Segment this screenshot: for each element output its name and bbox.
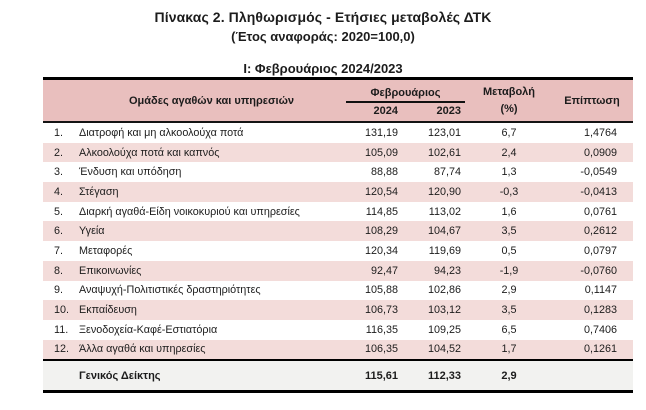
header-month-label: Φεβρουάριος (346, 87, 465, 103)
row-number-cell: 7. (54, 244, 64, 257)
row-change-value-cell: 3,5 (467, 300, 551, 320)
row-impact-value-cell: -0,0760 (551, 261, 633, 281)
row-2023-value-cell: 104,52 (404, 340, 467, 361)
row-2024-value-cell: 92,47 (344, 261, 404, 281)
table-row (43, 162, 633, 182)
row-number-cell: 5. (54, 205, 64, 218)
header-change-unit: (%) (500, 102, 518, 115)
footer-number-cell (43, 360, 79, 392)
table-row (43, 300, 633, 320)
cpi-table-header (43, 79, 633, 123)
row-number-cell: 6. (43, 221, 79, 241)
row-2023-value-cell: 104,67 (404, 221, 467, 241)
row-number-cell: 1. (54, 126, 64, 139)
table-row (43, 281, 633, 301)
header-groups-column: Ομάδες αγαθών και υπηρεσιών (79, 79, 344, 123)
row-group-name-cell: Διαρκή αγαθά-Είδη νοικοκυριού και υπηρεσίες (79, 205, 300, 218)
row-number-cell: 8. (43, 261, 79, 281)
row-impact-value-cell: 0,0761 (583, 205, 617, 218)
footer-label-general-index: Γενικός Δείκτης (79, 360, 344, 392)
row-2023-value-cell: 102,86 (427, 284, 461, 297)
row-2024-value-cell: 120,54 (344, 182, 404, 202)
row-group-name-cell: Αναψυχή-Πολιτιστικές δραστηριότητες (79, 284, 261, 297)
row-2024-value-cell: 120,34 (364, 244, 398, 257)
row-group-name-cell: Αλκοολούχα ποτά και καπνός (79, 143, 344, 163)
header-year-2024: 2024 (373, 105, 398, 117)
row-change-value-cell: 1,3 (501, 166, 517, 179)
row-number-cell: 12. (43, 340, 79, 361)
table-row (43, 202, 633, 222)
row-change-value-cell: 0,5 (501, 244, 517, 257)
row-change-value-cell: 6,7 (501, 126, 517, 139)
row-2024-value-cell: 116,35 (365, 323, 398, 336)
row-number-cell: 3. (54, 166, 64, 179)
row-group-name-cell: Ένδυση και υπόδηση (79, 166, 182, 179)
row-2024-value-cell: 105,88 (364, 284, 398, 297)
table-title-block (0, 0, 646, 44)
row-impact-value-cell: 0,0909 (551, 143, 633, 163)
row-2023-value-cell: 120,90 (404, 182, 467, 202)
table-row (43, 221, 633, 241)
header-year-labels (344, 105, 467, 117)
row-2023-value-cell: 109,25 (427, 323, 461, 336)
row-change-value-cell: 1,7 (467, 340, 551, 361)
row-2023-value-cell: 94,23 (404, 261, 467, 281)
row-impact-value-cell: 0,2612 (551, 221, 633, 241)
row-group-name-cell: Άλλα αγαθά και υπηρεσίες (79, 340, 344, 361)
row-number-cell: 4. (43, 182, 79, 202)
table-subtitle-reference-year: (Έτος αναφοράς: 2020=100,0) (231, 29, 415, 44)
header-change-column (467, 79, 551, 123)
row-impact-value-cell: 1,4764 (583, 126, 617, 139)
row-number-cell: 10. (43, 300, 79, 320)
row-change-value-cell: 2,4 (467, 143, 551, 163)
general-index-row (43, 360, 633, 392)
row-2023-value-cell: 123,01 (427, 126, 461, 139)
row-2024-value-cell: 108,29 (344, 221, 404, 241)
row-group-name-cell: Εκπαίδευση (79, 300, 344, 320)
row-2023-value-cell: 119,69 (428, 244, 461, 257)
row-impact-value-cell: -0,0549 (580, 166, 617, 179)
header-change-label: Μεταβολή (482, 85, 536, 98)
row-change-value-cell: -0,3 (467, 182, 551, 202)
table-row (43, 241, 633, 261)
row-group-name-cell: Υγεία (79, 221, 344, 241)
row-group-name-cell: Διατροφή και μη αλκοολούχα ποτά (79, 126, 244, 139)
table-row (43, 143, 633, 163)
row-change-value-cell: 2,9 (501, 284, 517, 297)
row-group-name-cell: Ξενοδοχεία-Καφέ-Εστιατόρια (79, 323, 218, 336)
row-change-value-cell: 1,6 (501, 205, 517, 218)
row-2023-value-cell: 103,12 (404, 300, 467, 320)
row-group-name-cell: Επικοινωνίες (79, 261, 344, 281)
header-month-group-column (344, 79, 467, 123)
table-body (43, 122, 633, 360)
row-impact-value-cell: 0,7406 (583, 323, 617, 336)
row-group-name-cell: Στέγαση (79, 182, 344, 202)
row-change-value-cell: -1,9 (467, 261, 551, 281)
row-2023-value-cell: 102,61 (404, 143, 467, 163)
row-2024-value-cell: 105,09 (344, 143, 404, 163)
row-2024-value-cell: 106,73 (344, 300, 404, 320)
header-impact-column: Επίπτωση (551, 79, 633, 123)
table-row (43, 122, 633, 143)
row-2024-value-cell: 106,35 (344, 340, 404, 361)
row-number-cell: 9. (54, 284, 64, 297)
row-change-value-cell: 6,5 (501, 323, 517, 336)
row-2024-value-cell: 88,88 (370, 166, 398, 179)
row-impact-value-cell: 0,1261 (551, 340, 633, 361)
table-row (43, 182, 633, 202)
row-number-cell: 2. (43, 143, 79, 163)
row-impact-value-cell: 0,1147 (584, 284, 617, 297)
row-impact-value-cell: 0,0797 (583, 244, 617, 257)
footer-impact-value (551, 360, 633, 392)
row-impact-value-cell: 0,1283 (551, 300, 633, 320)
footer-2023-value: 112,33 (404, 360, 467, 392)
row-2023-value-cell: 87,74 (433, 166, 461, 179)
row-number-cell: 11. (54, 323, 69, 336)
row-impact-value-cell: -0,0413 (551, 182, 633, 202)
table-row (43, 261, 633, 281)
footer-change-value: 2,9 (467, 360, 551, 392)
table-title: Πίνακας 2. Πληθωρισμός - Ετήσιες μεταβολές ΔΤΚ (154, 9, 492, 25)
table-row (43, 340, 633, 361)
table-footer (43, 360, 633, 392)
table-row (43, 320, 633, 340)
row-2024-value-cell: 114,85 (365, 205, 398, 218)
row-2023-value-cell: 113,02 (428, 205, 461, 218)
cpi-table (43, 77, 633, 393)
row-2024-value-cell: 131,19 (364, 126, 398, 139)
header-number-column (43, 79, 79, 123)
row-change-value-cell: 3,5 (467, 221, 551, 241)
section-title-period: Ι: Φεβρουάριος 2024/2023 (243, 61, 403, 76)
footer-2024-value: 115,61 (344, 360, 404, 392)
row-group-name-cell: Μεταφορές (79, 244, 133, 257)
header-year-2023: 2023 (436, 105, 461, 117)
